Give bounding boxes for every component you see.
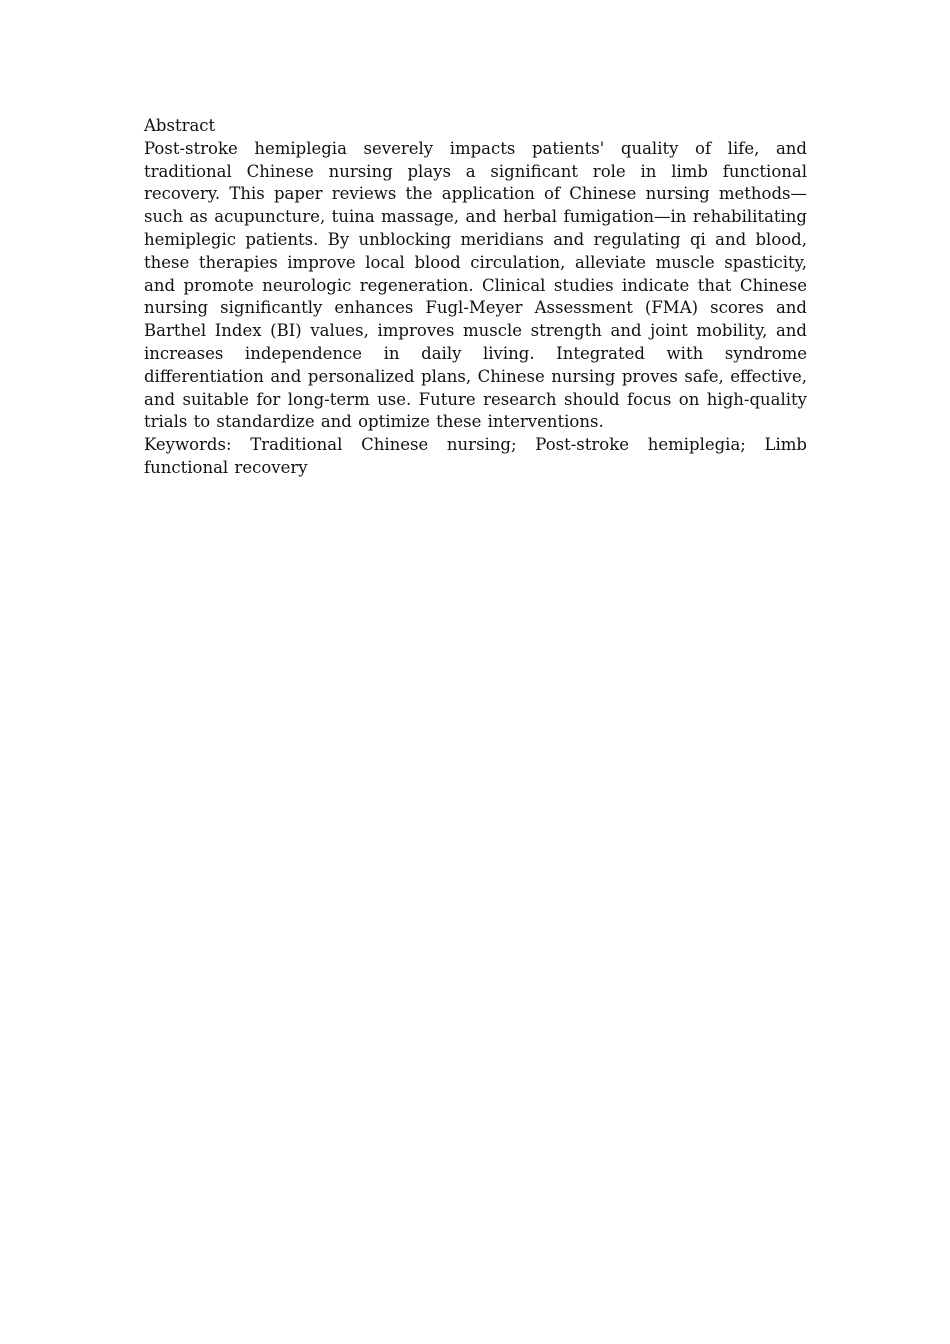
document-page — [144, 115, 807, 480]
abstract-heading: Abstract — [144, 116, 216, 135]
keywords-line: Keywords: Traditional Chinese nursing; Post-stroke hemiplegia; Limb functional recovery — [144, 435, 807, 477]
abstract-body: Post-stroke hemiplegia severely impacts patients' quality of life, and traditional Chinese nursing plays a significant role in limb functional recovery. This paper reviews the application of Chinese nursing methods—such as acupuncture, tuina massage, and herbal fumigation—in rehabilitating hemiplegic patients. By unblocking meridians and regulating qi and blood, these therapies improve local blood circulation, alleviate muscle spasticity, and promote neurologic regeneration. Clinical studies indicate that Chinese nursing significantly enhances Fugl-Meyer Assessment (FMA) scores and Barthel Index (BI) values, improves muscle strength and joint mobility, and increases independence in daily living. Integrated with syndrome differentiation and personalized plans, Chinese nursing proves safe, effective, and suitable for long-term use. Future research should focus on high-quality trials to standardize and optimize these interventions. — [144, 138, 807, 432]
